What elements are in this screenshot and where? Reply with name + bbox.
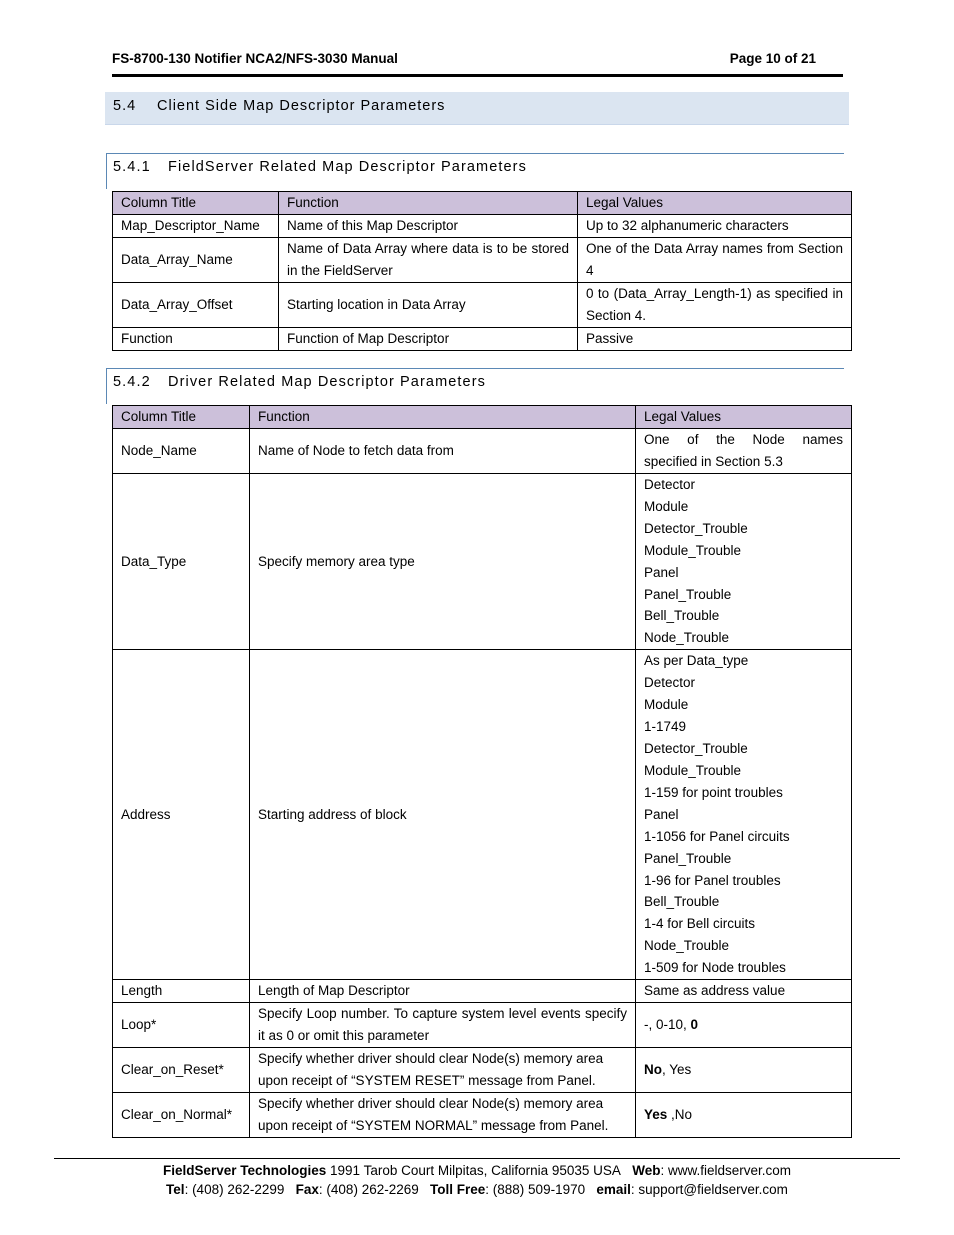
legal-value-line: Detector_Trouble [644,741,748,757]
column-header: Legal Values [636,406,852,429]
legal-value-line: As per Data_type [644,653,749,669]
function-cell: Name of Node to fetch data from [250,429,636,474]
legal-value-line: 1-509 for Node troubles [644,960,786,976]
function-cell: Name of Data Array where data is to be stored in the FieldServer [279,238,578,283]
column-title-cell: Map_Descriptor_Name [113,215,279,238]
web-label: Web [632,1163,661,1178]
footer-address-line [0,1163,954,1178]
table-row [113,980,852,1003]
subsection-number: 5.4.1 [113,159,151,175]
table-header-row [113,192,852,215]
manual-title: FS-8700-130 Notifier NCA2/NFS-3030 Manual [112,51,398,66]
function-cell: Specify memory area type [250,474,636,650]
tel-number: : (408) 262-2299 [184,1182,285,1197]
legal-value-line: 1-1056 for Panel circuits [644,828,790,844]
legal-values-cell: One of the Node names specified in Section 5.3 [636,429,852,474]
table-row [113,474,852,650]
function-cell: Starting address of block [250,650,636,980]
legal-value-line: Module [644,697,689,713]
function-cell: Specify Loop number. To capture system level events specify it as 0 or omit this parameter [250,1003,636,1048]
legal-value-text: -, 0-10, [644,1017,691,1033]
function-cell: Name of this Map Descriptor [279,215,578,238]
table-row [113,283,852,328]
legal-values-cell [636,650,852,980]
legal-value-line: Panel [644,564,679,580]
footer-divider [54,1158,900,1159]
column-title-cell: Clear_on_Normal* [113,1093,250,1138]
table-row [113,1003,852,1048]
column-header: Legal Values [578,192,852,215]
column-title-cell: Data_Array_Name [113,238,279,283]
section-title: Client Side Map Descriptor Parameters [157,98,446,114]
legal-value-line: Module_Trouble [644,762,742,778]
legal-value-line: 1-4 for Bell circuits [644,916,756,932]
column-header: Function [250,406,636,429]
default-value: Yes [644,1107,668,1123]
subsection-heading-1 [106,153,844,189]
company-address: 1991 Tarob Court Milpitas, California 95035 USA [326,1163,621,1178]
legal-value-line: Panel_Trouble [644,850,732,866]
function-cell: Starting location in Data Array [279,283,578,328]
function-cell: Specify whether driver should clear Node(s) memory area upon receipt of “SYSTEM RESET” message from Panel. [250,1048,636,1093]
column-header: Function [279,192,578,215]
fieldserver-params-table [112,191,852,351]
table-row [113,1093,852,1138]
driver-params-table [112,405,852,1138]
page-header [112,50,843,77]
subsection-title: FieldServer Related Map Descriptor Parameters [168,159,527,175]
legal-value-text: , Yes [662,1062,692,1078]
default-value: No [644,1062,662,1078]
subsection-number: 5.4.2 [113,374,151,390]
email-link[interactable]: : support@fieldserver.com [630,1182,788,1197]
page-number: Page 10 of 21 [729,51,816,66]
table-header-row [113,406,852,429]
legal-values-cell: 0 to (Data_Array_Length-1) as specified in Section 4. [578,283,852,328]
legal-value-line: Module [644,498,689,514]
table-row [113,650,852,980]
column-title-cell: Data_Array_Offset [113,283,279,328]
legal-value-line: Detector [644,477,696,492]
table-row [113,328,852,351]
legal-value-line: Panel [644,806,679,822]
table-row [113,238,852,283]
table-row [113,1048,852,1093]
toll-free-label: Toll Free [430,1182,486,1197]
legal-values-cell: Same as address value [636,980,852,1003]
legal-value-line: 1-1749 [644,719,687,735]
toll-free-number: : (888) 509-1970 [485,1182,586,1197]
column-title-cell: Data_Type [113,474,250,650]
default-value: 0 [690,1017,699,1033]
function-cell: Specify whether driver should clear Node(s) memory area upon receipt of “SYSTEM NORMAL” message from Panel. [250,1093,636,1138]
column-title-cell: Function [113,328,279,351]
fax-number: : (408) 262-2269 [318,1182,419,1197]
email-label: email [596,1182,631,1197]
legal-values-cell [636,1003,852,1048]
legal-value-line: Node_Trouble [644,630,730,646]
section-number: 5.4 [113,98,137,114]
company-name: FieldServer Technologies [162,1163,327,1178]
legal-value-line: Module_Trouble [644,542,742,558]
legal-value-text: ,No [667,1107,693,1123]
function-cell: Function of Map Descriptor [279,328,578,351]
legal-values-cell: Passive [578,328,852,351]
column-title-cell: Address [113,650,250,980]
column-title-cell: Clear_on_Reset* [113,1048,250,1093]
section-heading [105,92,849,125]
fax-label: Fax [295,1182,319,1197]
web-link[interactable]: : www.fieldserver.com [660,1163,792,1178]
legal-values-cell: Up to 32 alphanumeric characters [578,215,852,238]
legal-value-line: Node_Trouble [644,938,730,954]
subsection-title: Driver Related Map Descriptor Parameters [168,374,486,390]
footer-contact-line [0,1182,954,1197]
legal-value-line: Bell_Trouble [644,608,720,624]
legal-value-line: Detector_Trouble [644,520,748,536]
legal-value-line: 1-96 for Panel troubles [644,872,781,888]
legal-values-cell [636,474,852,650]
table-row [113,215,852,238]
legal-value-line: Panel_Trouble [644,586,732,602]
column-header: Column Title [113,406,250,429]
table-row [113,429,852,474]
function-cell: Length of Map Descriptor [250,980,636,1003]
legal-value-line: Detector [644,675,696,691]
legal-values-cell [636,1093,852,1138]
column-header: Column Title [113,192,279,215]
legal-values-cell [636,1048,852,1093]
legal-values-cell: One of the Data Array names from Section 4 [578,238,852,283]
legal-value-line: 1-159 for point troubles [644,784,783,800]
tel-label: Tel [166,1182,185,1197]
subsection-heading-2 [106,368,844,404]
legal-value-line: Bell_Trouble [644,894,720,910]
column-title-cell: Loop* [113,1003,250,1048]
column-title-cell: Node_Name [113,429,250,474]
column-title-cell: Length [113,980,250,1003]
